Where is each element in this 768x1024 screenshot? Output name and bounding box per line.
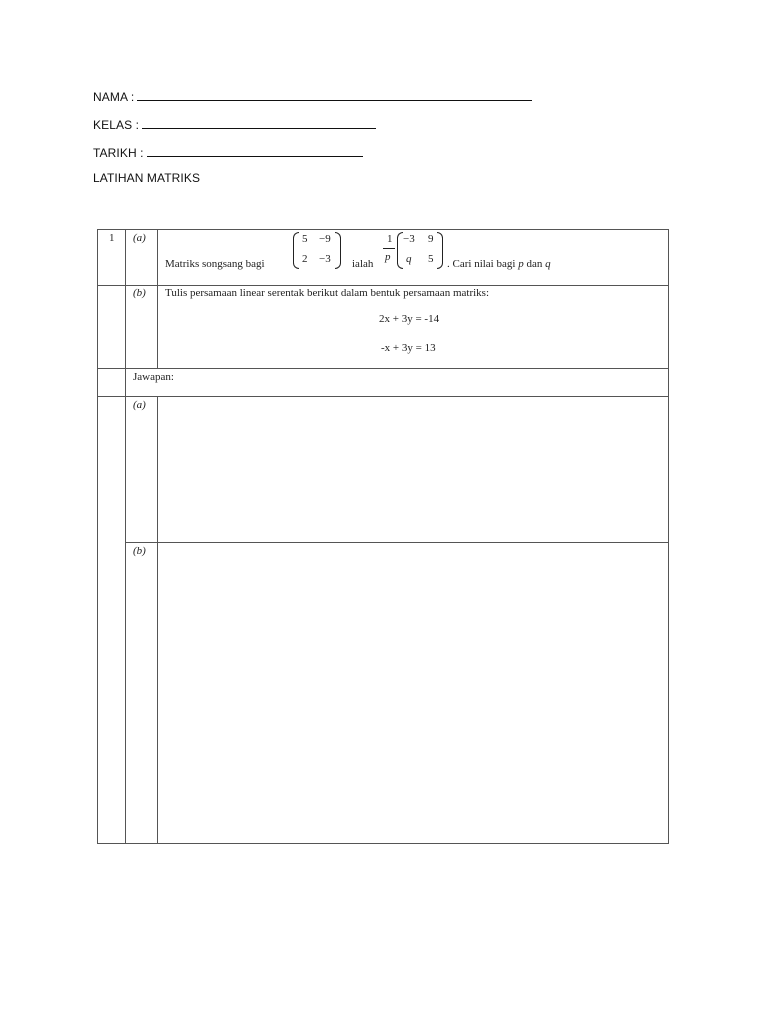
row-divider-3: [97, 396, 669, 397]
matrix-cell: −9: [319, 233, 331, 245]
matrix-cell: q: [406, 253, 412, 265]
answer-heading: Jawapan:: [133, 371, 174, 383]
tarikh-blank-line[interactable]: [147, 145, 363, 157]
fraction-numerator: 1: [387, 233, 393, 245]
matrix-left-bracket: [293, 232, 299, 269]
equation-2: -x + 3y = 13: [381, 342, 436, 354]
kelas-blank-line[interactable]: [142, 117, 376, 129]
matrix-cell: 2: [302, 253, 308, 265]
matrix-cell: 5: [428, 253, 434, 265]
matrix-right-bracket: [335, 232, 341, 269]
matrix-cell: −3: [403, 233, 415, 245]
inverse-matrix: [397, 232, 443, 269]
matrix-cell: −3: [319, 253, 331, 265]
matrix-right-bracket: [437, 232, 443, 269]
part-a-label: (a): [133, 232, 146, 244]
nama-label: NAMA :: [93, 90, 135, 104]
question-sheet: [97, 229, 669, 844]
matrix-cell: 9: [428, 233, 434, 245]
tarikh-field: [93, 145, 363, 160]
fraction-bar: [383, 248, 395, 249]
nama-field: [93, 89, 532, 104]
answer-part-a-space[interactable]: [159, 398, 667, 541]
variable-p: p: [518, 258, 524, 270]
part-b-text: Tulis persamaan linear serentak berikut dalam bentuk persamaan matriks:: [165, 287, 489, 299]
column-divider-1: [125, 229, 126, 843]
kelas-label: KELAS :: [93, 118, 140, 132]
part-a-text-after: [447, 258, 551, 270]
variable-q: q: [545, 258, 551, 270]
column-divider-2b: [157, 396, 158, 843]
part-b-label: (b): [133, 287, 146, 299]
row-divider-1: [97, 285, 669, 286]
page-title: LATIHAN MATRIKS: [93, 171, 201, 185]
given-matrix: [293, 232, 341, 269]
answer-part-b-label: (b): [133, 545, 146, 557]
matrix-cell: 5: [302, 233, 308, 245]
equation-1: 2x + 3y = -14: [379, 313, 440, 325]
part-a-text-mid: ialah: [352, 258, 374, 270]
kelas-field: [93, 117, 376, 132]
part-a-conjunction: dan: [526, 258, 543, 270]
row-divider-2: [97, 368, 669, 369]
nama-blank-line[interactable]: [137, 89, 532, 101]
answer-part-b-space[interactable]: [159, 544, 667, 841]
tarikh-label: TARIKH :: [93, 146, 144, 160]
part-a-instruction: . Cari nilai bagi: [447, 258, 516, 270]
row-divider-4: [126, 542, 669, 543]
fraction-denominator: p: [385, 251, 391, 263]
answer-part-a-label: (a): [133, 399, 146, 411]
part-a-text-before: Matriks songsang bagi: [165, 258, 265, 270]
column-divider-2a: [157, 229, 158, 368]
question-number: 1: [109, 232, 115, 244]
